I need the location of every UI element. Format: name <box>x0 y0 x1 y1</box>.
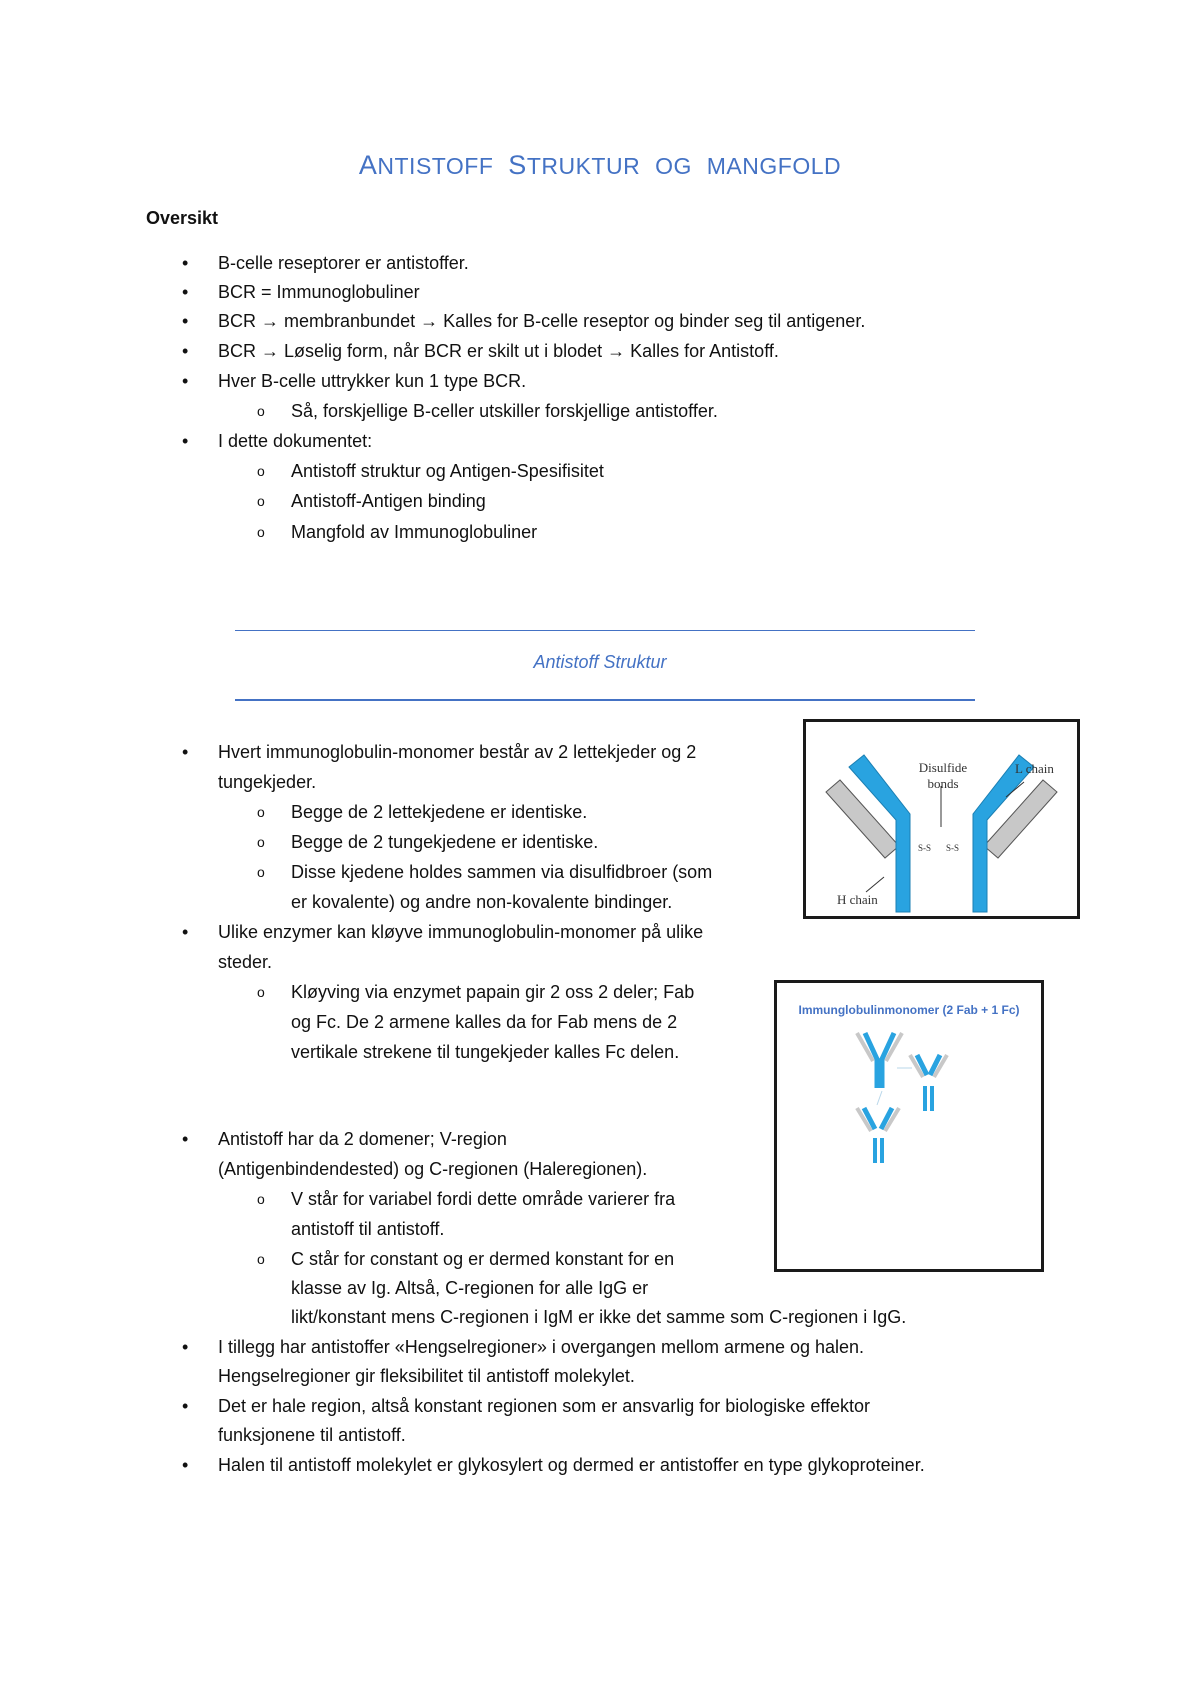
list-item: BCR → membranbundet → Kalles for B-celle reseptor og binder seg til antigener. <box>218 311 866 331</box>
bullet-icon: • <box>182 431 189 451</box>
list-item: I dette dokumentet: <box>218 431 373 451</box>
title-word-3: OG <box>655 153 692 179</box>
bullet-icon: • <box>182 742 189 762</box>
bullet-icon: • <box>182 311 189 331</box>
sub-list-item: C står for constant og er dermed konstant for en <box>291 1249 675 1269</box>
section-title: Antistoff Struktur <box>533 652 667 672</box>
sub-list-item: Begge de 2 lettekjedene er identiske. <box>291 802 588 822</box>
list-item: BCR → Løselig form, når BCR er skilt ut i blodet → Kalles for Antistoff. <box>218 341 779 361</box>
sub-bullet-icon: o <box>257 804 265 820</box>
list-item: BCR = Immunoglobuliner <box>218 282 420 302</box>
sub-bullet-icon: o <box>257 493 265 509</box>
bullet-icon: • <box>182 282 189 302</box>
sub-bullet-icon: o <box>257 834 265 850</box>
sub-list-item: Antistoff-Antigen binding <box>291 491 486 511</box>
lchain-label: L chain <box>1015 761 1054 776</box>
sub-bullet-icon: o <box>257 403 265 419</box>
sub-list-item: V står for variabel fordi dette område varierer fra <box>291 1189 676 1209</box>
sub-list-item: Mangfold av Immunoglobuliner <box>291 522 538 542</box>
monomer-diagram <box>777 983 1041 1269</box>
title-word-2: STRUKTUR <box>508 150 641 180</box>
title-word-1: ANTISTOFF <box>358 150 494 180</box>
list-item: B-celle reseptorer er antistoffer. <box>218 253 469 273</box>
list-item-cont: (Antigenbindendested) og C-regionen (Haleregionen). <box>218 1159 648 1179</box>
list-item-cont: funksjonene til antistoff. <box>218 1425 406 1445</box>
sub-bullet-icon: o <box>257 864 265 880</box>
sub-list-item: Så, forskjellige B-celler utskiller forskjellige antistoffer. <box>291 401 718 421</box>
list-item: Hvert immunoglobulin-monomer består av 2 lettekjeder og 2 <box>218 742 697 762</box>
bullet-icon: • <box>182 1455 189 1475</box>
sub-bullet-icon: o <box>257 463 265 479</box>
sub-list-item-cont: likt/konstant mens C-regionen i IgM er ikke det samme som C-regionen i IgG. <box>291 1307 907 1327</box>
sub-list-item: Disse kjedene holdes sammen via disulfidbroer (som <box>291 862 713 882</box>
list-item: Det er hale region, altså konstant regionen som er ansvarlig for biologiske effektor <box>218 1396 871 1416</box>
list-item-cont: tungekjeder. <box>218 772 317 792</box>
disulfide-label: Disulfide bonds <box>918 760 968 791</box>
bullet-icon: • <box>182 341 189 361</box>
section-rule-bottom <box>235 699 975 701</box>
list-item: Ulike enzymer kan kløyve immunoglobulin-monomer på ulike <box>218 922 704 942</box>
sub-bullet-icon: o <box>257 1251 265 1267</box>
bullet-icon: • <box>182 253 189 273</box>
sub-list-item-cont: klasse av Ig. Altså, C-regionen for alle IgG er <box>291 1278 649 1298</box>
sub-bullet-icon: o <box>257 524 265 540</box>
document-title <box>0 150 1200 181</box>
list-item-cont: steder. <box>218 952 273 972</box>
sub-list-item-cont: er kovalente) og andre non-kovalente bindinger. <box>291 892 673 912</box>
title-word-4: MANGFOLD <box>706 153 842 179</box>
intact-antibody-icon <box>857 1033 902 1088</box>
sub-list-item-cont: og Fc. De 2 armene kalles da for Fab mens de 2 <box>291 1012 678 1032</box>
sub-list-item: Kløyving via enzymet papain gir 2 oss 2 deler; Fab <box>291 982 695 1002</box>
sub-list-item: Antistoff struktur og Antigen-Spesifisitet <box>291 461 604 481</box>
sub-bullet-icon: o <box>257 1191 265 1207</box>
figure2-title: Immunglobulinmonomer (2 Fab + 1 Fc) <box>798 1003 1020 1017</box>
sub-bullet-icon: o <box>257 984 265 1000</box>
connector-line <box>877 1091 882 1105</box>
list-item: Antistoff har da 2 domener; V-region <box>218 1129 507 1149</box>
hchain-pointer <box>866 877 884 892</box>
bullet-icon: • <box>182 1129 189 1149</box>
ss-label-left: S-S <box>918 843 932 853</box>
sub-list-item-cont: antistoff til antistoff. <box>291 1219 445 1239</box>
cleaved-antibody-icon <box>857 1108 899 1163</box>
immunoglobulin-monomer-figure <box>774 980 1044 1272</box>
antibody-structure-figure <box>803 719 1080 919</box>
sub-list-item-cont: vertikale strekene til tungekjeder kalles Fc delen. <box>291 1042 680 1062</box>
list-item: Hver B-celle uttrykker kun 1 type BCR. <box>218 371 527 391</box>
bullet-icon: • <box>182 1396 189 1416</box>
sub-list-item: Begge de 2 tungekjedene er identiske. <box>291 832 599 852</box>
bullet-icon: • <box>182 371 189 391</box>
section-rule-top <box>235 630 975 631</box>
bullet-icon: • <box>182 922 189 942</box>
bullet-icon: • <box>182 1337 189 1357</box>
list-item: Halen til antistoff molekylet er glykosylert og dermed er antistoffer en type glykoproteiner. <box>218 1455 925 1475</box>
list-item-cont: Hengselregioner gir fleksibilitet til antistoff molekylet. <box>218 1366 635 1386</box>
list-item: I tillegg har antistoffer «Hengselregioner» i overgangen mellom armene og halen. <box>218 1337 865 1357</box>
antibody-diagram <box>806 722 1077 916</box>
fab-fragment-icon <box>910 1055 947 1111</box>
hchain-label: H chain <box>837 892 878 907</box>
ss-label-right: S-S <box>946 843 960 853</box>
oversikt-heading: Oversikt <box>146 208 219 228</box>
